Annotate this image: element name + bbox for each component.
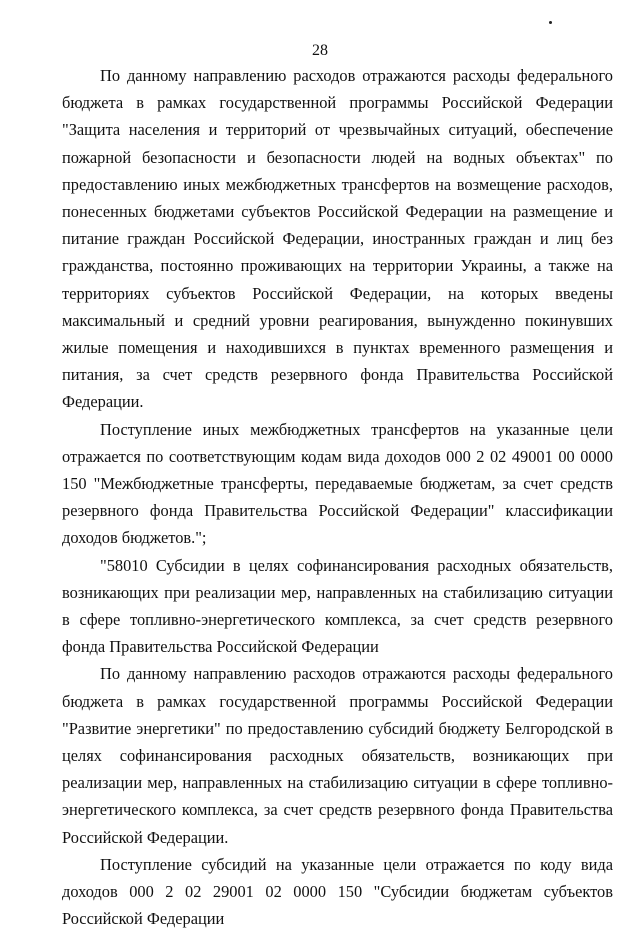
document-body (62, 62, 613, 933)
scan-artifact-dot (549, 21, 552, 24)
paragraph-code-58010-heading: "58010 Субсидии в целях софинансирования расходных обязательств, возникающих при реализации мер, направленных на стабилизацию ситуации в сфере топливно-энергетического комплекса, за счет средств резервного фонда Правительства Российской Федерации (62, 555, 613, 657)
paragraph-expense-description-2: По данному направлению расходов отражаются расходы федерального бюджета в рамках государственной программы Российской Федерации "Развитие энергетики" по предоставлению субсидий бюджету Белгородской в целях софинансирования расходных обязательств, возникающих при реализации мер, направленных на стабилизацию ситуации в сфере топливно-энергетического комплекса, за счет средств резервного фонда Правительства Российской Федерации. (62, 664, 613, 847)
paragraph-revenue-code-2: Поступление субсидий на указанные цели отражается по коду вида доходов 000 2 02 29001 02 0000 150 "Субсидии бюджетам субъектов Российской Федерации (62, 854, 613, 929)
paragraph-revenue-code-1: Поступление иных межбюджетных трансфертов на указанные цели отражается по соответствующим кодам вида доходов 000 2 02 49001 00 0000 150 "Межбюджетные трансферты, передаваемые бюджетам, за счет средств резервного фонда Правительства Российской Федерации" классификации доходов бюджетов."; (62, 419, 613, 548)
paragraph-expense-description-1: По данному направлению расходов отражаются расходы федерального бюджета в рамках государственной программы Российской Федерации "Защита населения и территорий от чрезвычайных ситуаций, обеспечение пожарной безопасности и безопасности людей на водных объектах" по предоставлению иных межбюджетных трансфертов на возмещение расходов, понесенных бюджетами субъектов Российской Федерации на размещение и питание граждан Российской Федерации, иностранных граждан и лиц без гражданства, постоянно проживающих на территории Украины, а также на территориях субъектов Российской Федерации, на которых введены максимальный и средний уровни реагирования, вынужденно покинувших жилые помещения и находившихся в пунктах временного размещения и питания, за счет средств резервного фонда Правительства Российской Федерации. (62, 66, 613, 412)
page-number: 28 (312, 42, 328, 59)
